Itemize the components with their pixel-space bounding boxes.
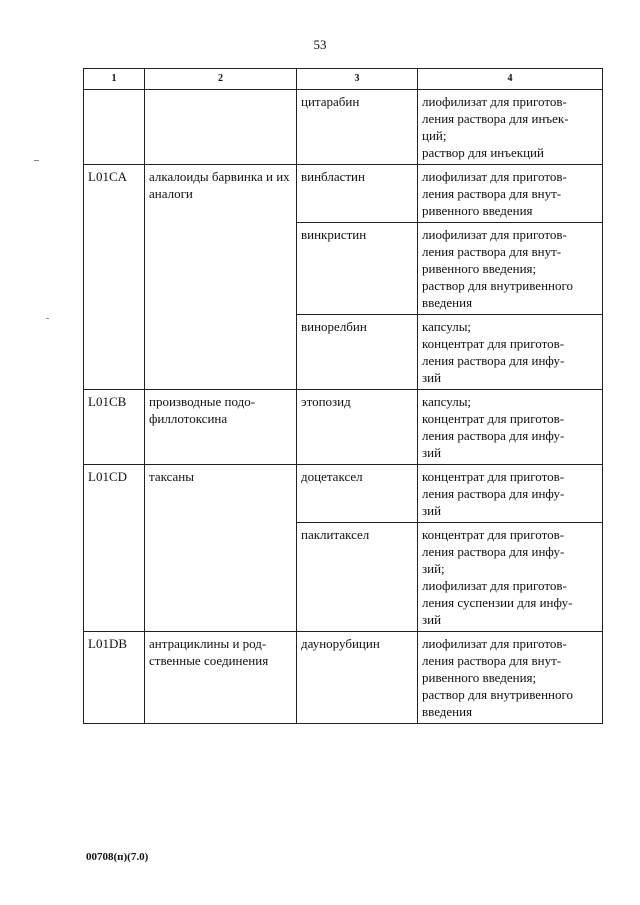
drug-name-cell: доцетаксел xyxy=(297,465,418,523)
scan-speck xyxy=(34,160,39,161)
dosage-forms-cell xyxy=(418,390,603,465)
column-header-1: 1 xyxy=(84,69,145,90)
document-code: 00708(п)(7.0) xyxy=(86,851,149,863)
drug-group-cell: таксаны xyxy=(145,465,297,632)
dosage-form-line: лиофилизат для приготов- xyxy=(422,578,567,593)
table-row xyxy=(84,632,603,724)
dosage-form-line: ления раствора для внут- xyxy=(422,653,562,668)
drug-group-cell: производные подо-филлотоксина xyxy=(145,390,297,465)
drug-group-cell: антрациклины и род-ственные соединения xyxy=(145,632,297,724)
dosage-form-line: ривенного введения; xyxy=(422,261,537,276)
dosage-forms-cell xyxy=(418,223,603,315)
table-body xyxy=(84,90,603,724)
drug-name-cell: цитарабин xyxy=(297,90,418,165)
table-row xyxy=(84,90,603,165)
atc-code-cell: L01CA xyxy=(84,165,145,390)
dosage-form-line: зий xyxy=(422,445,442,460)
dosage-forms-cell xyxy=(418,90,603,165)
drug-group-cell xyxy=(145,90,297,165)
dosage-form-line: раствор для внутривенного xyxy=(422,687,573,702)
dosage-form-line: введения xyxy=(422,295,473,310)
drug-name-cell: винкристин xyxy=(297,223,418,315)
dosage-forms-cell xyxy=(418,315,603,390)
column-header-3: 3 xyxy=(297,69,418,90)
column-header-4: 4 xyxy=(418,69,603,90)
drug-name-cell: этопозид xyxy=(297,390,418,465)
dosage-form-line: лиофилизат для приготов- xyxy=(422,227,567,242)
atc-code-cell: L01CD xyxy=(84,465,145,632)
atc-code-cell: L01CB xyxy=(84,390,145,465)
dosage-forms-cell xyxy=(418,465,603,523)
drug-name-cell: паклитаксел xyxy=(297,523,418,632)
drug-group-cell: алкалоиды барвинка и их аналоги xyxy=(145,165,297,390)
header-row xyxy=(84,69,603,90)
dosage-form-line: ления раствора для инфу- xyxy=(422,428,565,443)
dosage-form-line: концентрат для приготов- xyxy=(422,469,565,484)
dosage-form-line: концентрат для приготов- xyxy=(422,411,565,426)
page-number: 53 xyxy=(313,37,327,52)
dosage-form-line: ления раствора для инъек- xyxy=(422,111,569,126)
atc-code-cell: L01DB xyxy=(84,632,145,724)
dosage-form-line: концентрат для приготов- xyxy=(422,336,565,351)
column-header-2: 2 xyxy=(145,69,297,90)
dosage-form-line: зий xyxy=(422,370,442,385)
dosage-form-line: зий; xyxy=(422,561,445,576)
table-row xyxy=(84,465,603,523)
table-row xyxy=(84,390,603,465)
dosage-form-line: ления раствора для внут- xyxy=(422,186,562,201)
dosage-form-line: лиофилизат для приготов- xyxy=(422,94,567,109)
drug-classification-table xyxy=(83,68,603,724)
dosage-form-line: введения xyxy=(422,704,473,719)
dosage-form-line: ления раствора для внут- xyxy=(422,244,562,259)
dosage-form-line: лиофилизат для приготов- xyxy=(422,636,567,651)
dosage-form-line: концентрат для приготов- xyxy=(422,527,565,542)
drug-name-cell: винбластин xyxy=(297,165,418,223)
dosage-form-line: капсулы; xyxy=(422,319,472,334)
drug-name-cell: винорелбин xyxy=(297,315,418,390)
dosage-form-line: лиофилизат для приготов- xyxy=(422,169,567,184)
dosage-form-line: раствор для инъекций xyxy=(422,145,544,160)
scan-speck xyxy=(46,318,49,319)
drug-name-cell: даунорубицин xyxy=(297,632,418,724)
dosage-form-line: ления раствора для инфу- xyxy=(422,486,565,501)
table-row xyxy=(84,165,603,223)
dosage-forms-cell xyxy=(418,632,603,724)
dosage-form-line: зий xyxy=(422,612,442,627)
dosage-forms-cell xyxy=(418,165,603,223)
dosage-form-line: ления раствора для инфу- xyxy=(422,353,565,368)
dosage-form-line: ления раствора для инфу- xyxy=(422,544,565,559)
atc-code-cell xyxy=(84,90,145,165)
dosage-form-line: капсулы; xyxy=(422,394,472,409)
dosage-form-line: зий xyxy=(422,503,442,518)
dosage-form-line: ривенного введения; xyxy=(422,670,537,685)
dosage-form-line: раствор для внутривенного xyxy=(422,278,573,293)
dosage-form-line: ций; xyxy=(422,128,447,143)
dosage-form-line: ривенного введения xyxy=(422,203,533,218)
dosage-forms-cell xyxy=(418,523,603,632)
dosage-form-line: ления суспензии для инфу- xyxy=(422,595,573,610)
